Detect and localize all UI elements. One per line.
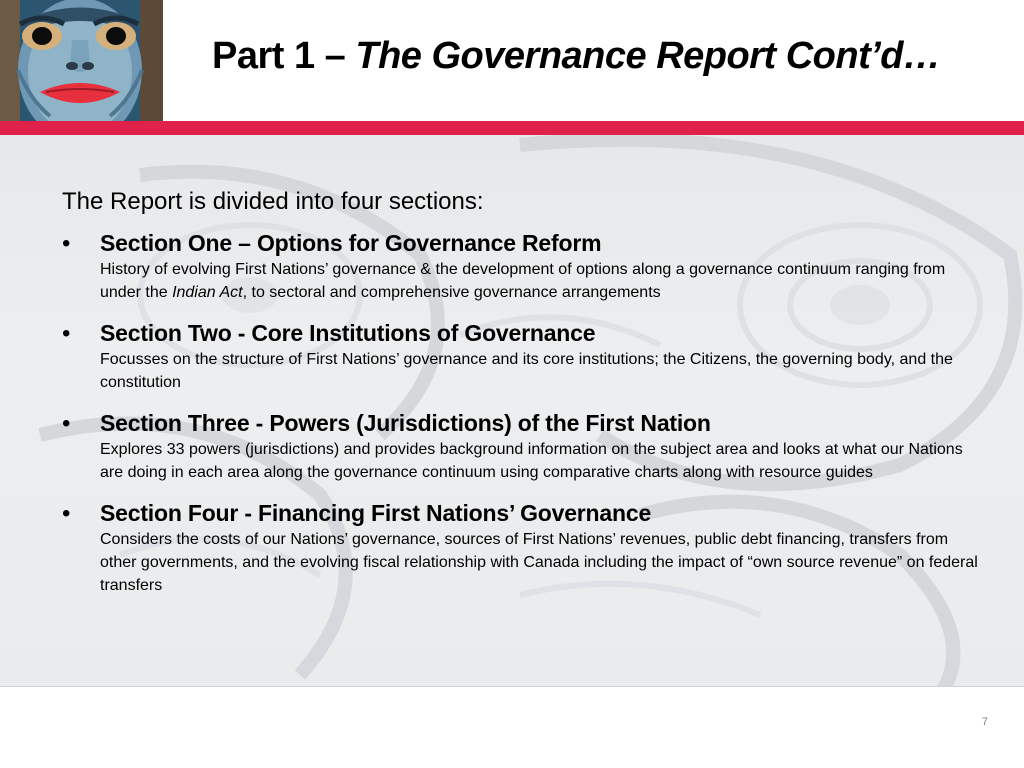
section-one xyxy=(62,228,982,304)
title-prefix: Part 1 – xyxy=(212,35,356,77)
bottom-divider xyxy=(0,686,1024,687)
section-description-italic: Indian Act xyxy=(172,284,243,301)
section-title: Section Two - Core Institutions of Governance xyxy=(100,320,596,346)
section-description-part: , to sectoral and comprehensive governance arrangements xyxy=(242,284,661,301)
bullet-icon: • xyxy=(62,230,71,257)
title-italic: The Governance Report Cont’d… xyxy=(355,35,941,77)
section-title: Section One – Options for Governance Reform xyxy=(100,230,602,256)
section-three xyxy=(62,408,982,484)
bullet-icon: • xyxy=(62,320,71,347)
bullet-icon: • xyxy=(62,410,71,437)
section-description-part: History of evolving First Nations’ governance & the development of options along a governance continuum ranging from under the xyxy=(100,261,946,301)
bullet-icon: • xyxy=(62,500,71,527)
slide-title xyxy=(212,34,1012,80)
page-number: 7 xyxy=(981,716,988,728)
slide-body xyxy=(62,186,982,611)
section-two xyxy=(62,318,982,394)
section-four xyxy=(62,498,982,597)
section-title: Section Four - Financing First Nations’ Governance xyxy=(100,500,652,526)
accent-bar xyxy=(0,121,1024,135)
carved-mask-logo xyxy=(0,0,163,121)
section-description: Explores 33 powers (jurisdictions) and provides background information on the subject area and looks at what our Nations are doing in each area along the governance continuum using comparative charts along with resource guides xyxy=(100,441,963,481)
section-title: Section Three - Powers (Jurisdictions) of the First Nation xyxy=(100,410,711,436)
intro-text: The Report is divided into four sections: xyxy=(62,188,484,215)
section-description xyxy=(100,258,982,304)
section-description: Considers the costs of our Nations’ governance, sources of First Nations’ revenues, public debt financing, transfers from other governments, and the evolving fiscal relationship with Canada including the impact of “own source revenue” on federal transfers xyxy=(100,531,978,594)
section-description: Focusses on the structure of First Nations’ governance and its core institutions; the Citizens, the governing body, and the constitution xyxy=(100,351,953,391)
slide-header xyxy=(0,0,1024,121)
